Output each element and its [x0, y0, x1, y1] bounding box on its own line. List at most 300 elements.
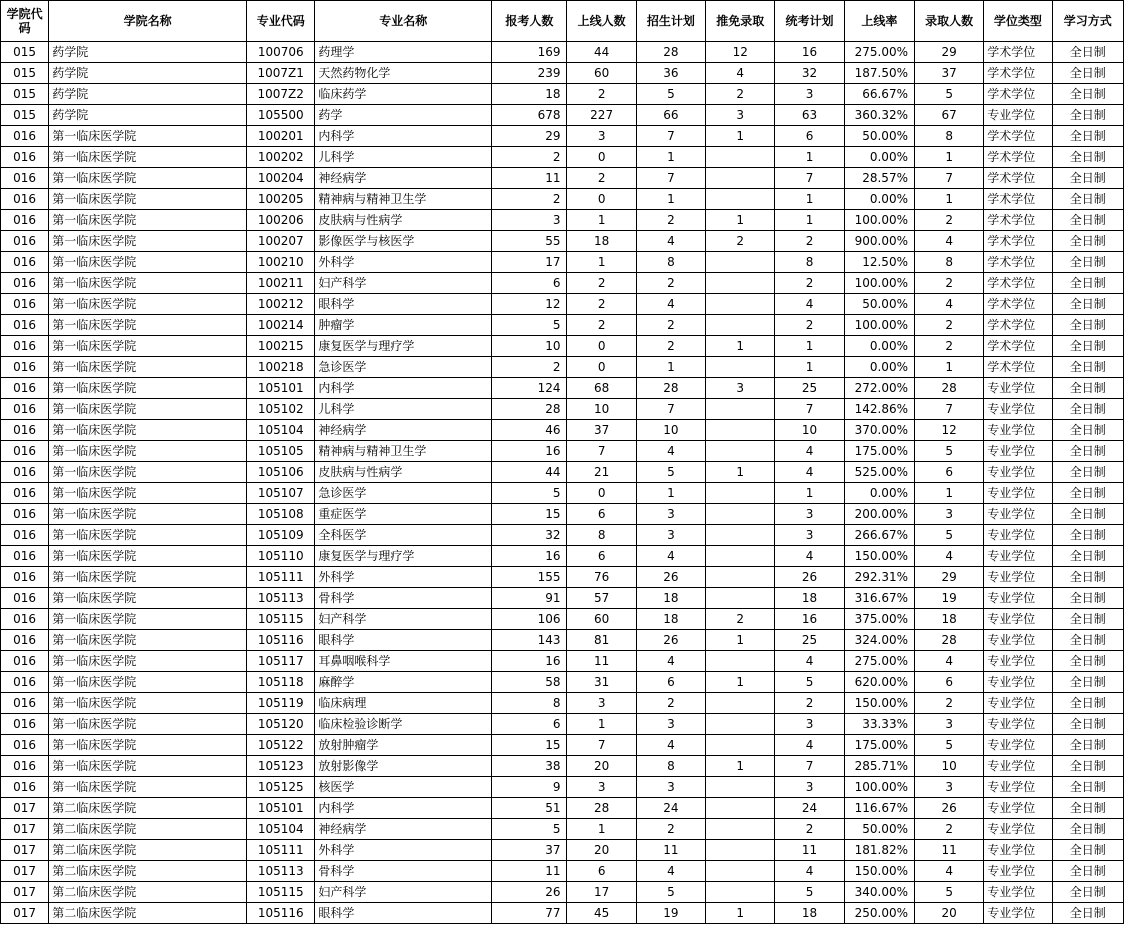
- header-exam-plan: 统考计划: [775, 1, 844, 42]
- cell-exam-plan: 3: [775, 777, 844, 798]
- cell-major-code: 105122: [247, 735, 315, 756]
- cell-school-name: 第一临床医学院: [49, 714, 247, 735]
- cell-passed: 3: [567, 693, 636, 714]
- header-school-code: 学院代码: [1, 1, 49, 42]
- cell-degree-type: 专业学位: [984, 378, 1052, 399]
- cell-study-mode: 全日制: [1052, 399, 1123, 420]
- cell-study-mode: 全日制: [1052, 231, 1123, 252]
- cell-study-mode: 全日制: [1052, 42, 1123, 63]
- cell-pass-rate: 370.00%: [844, 420, 914, 441]
- cell-admitted: 1: [914, 357, 983, 378]
- cell-applicants: 678: [492, 105, 567, 126]
- cell-exam-plan: 4: [775, 294, 844, 315]
- table-row: [1, 441, 1124, 462]
- cell-applicants: 44: [492, 462, 567, 483]
- cell-recommended-admission: 1: [706, 672, 775, 693]
- cell-applicants: 239: [492, 63, 567, 84]
- header-passed: 上线人数: [567, 1, 636, 42]
- cell-passed: 1: [567, 210, 636, 231]
- cell-enrollment-plan: 36: [636, 63, 705, 84]
- cell-applicants: 5: [492, 819, 567, 840]
- table-body: [1, 42, 1124, 924]
- cell-major-name: 神经病学: [315, 420, 492, 441]
- table-row: [1, 567, 1124, 588]
- cell-school-code: 016: [1, 399, 49, 420]
- cell-school-name: 第二临床医学院: [49, 861, 247, 882]
- cell-school-name: 第一临床医学院: [49, 420, 247, 441]
- cell-exam-plan: 2: [775, 693, 844, 714]
- cell-major-code: 100205: [247, 189, 315, 210]
- cell-major-name: 急诊医学: [315, 483, 492, 504]
- cell-exam-plan: 4: [775, 735, 844, 756]
- cell-major-code: 100204: [247, 168, 315, 189]
- cell-pass-rate: 250.00%: [844, 903, 914, 924]
- table-row: [1, 168, 1124, 189]
- table-row: [1, 672, 1124, 693]
- cell-passed: 3: [567, 126, 636, 147]
- cell-major-code: 105109: [247, 525, 315, 546]
- cell-applicants: 32: [492, 525, 567, 546]
- cell-degree-type: 学术学位: [984, 63, 1052, 84]
- cell-degree-type: 学术学位: [984, 273, 1052, 294]
- cell-passed: 0: [567, 336, 636, 357]
- cell-passed: 45: [567, 903, 636, 924]
- cell-exam-plan: 26: [775, 567, 844, 588]
- cell-admitted: 6: [914, 672, 983, 693]
- cell-study-mode: 全日制: [1052, 357, 1123, 378]
- cell-passed: 2: [567, 294, 636, 315]
- cell-admitted: 7: [914, 399, 983, 420]
- cell-major-name: 影像医学与核医学: [315, 231, 492, 252]
- cell-major-code: 105113: [247, 861, 315, 882]
- cell-pass-rate: 316.67%: [844, 588, 914, 609]
- cell-enrollment-plan: 2: [636, 210, 705, 231]
- cell-enrollment-plan: 8: [636, 252, 705, 273]
- cell-school-code: 016: [1, 252, 49, 273]
- cell-major-name: 妇产科学: [315, 609, 492, 630]
- cell-passed: 6: [567, 504, 636, 525]
- cell-school-name: 第二临床医学院: [49, 882, 247, 903]
- table-row: [1, 399, 1124, 420]
- cell-passed: 20: [567, 756, 636, 777]
- cell-recommended-admission: [706, 777, 775, 798]
- cell-major-name: 眼科学: [315, 630, 492, 651]
- cell-pass-rate: 0.00%: [844, 336, 914, 357]
- cell-major-code: 105105: [247, 441, 315, 462]
- cell-school-code: 016: [1, 147, 49, 168]
- cell-applicants: 46: [492, 420, 567, 441]
- cell-degree-type: 专业学位: [984, 735, 1052, 756]
- cell-degree-type: 学术学位: [984, 231, 1052, 252]
- cell-school-code: 017: [1, 882, 49, 903]
- cell-study-mode: 全日制: [1052, 840, 1123, 861]
- cell-applicants: 5: [492, 483, 567, 504]
- cell-applicants: 15: [492, 504, 567, 525]
- cell-degree-type: 学术学位: [984, 336, 1052, 357]
- cell-exam-plan: 8: [775, 252, 844, 273]
- cell-degree-type: 专业学位: [984, 798, 1052, 819]
- cell-passed: 60: [567, 609, 636, 630]
- cell-major-name: 骨科学: [315, 861, 492, 882]
- cell-passed: 2: [567, 168, 636, 189]
- cell-major-code: 105117: [247, 651, 315, 672]
- cell-admitted: 6: [914, 462, 983, 483]
- cell-admitted: 4: [914, 651, 983, 672]
- cell-pass-rate: 100.00%: [844, 273, 914, 294]
- cell-major-name: 天然药物化学: [315, 63, 492, 84]
- table-row: [1, 819, 1124, 840]
- cell-recommended-admission: [706, 861, 775, 882]
- table-row: [1, 189, 1124, 210]
- cell-school-code: 016: [1, 630, 49, 651]
- cell-major-code: 105104: [247, 420, 315, 441]
- cell-applicants: 51: [492, 798, 567, 819]
- cell-passed: 17: [567, 882, 636, 903]
- cell-exam-plan: 4: [775, 462, 844, 483]
- cell-major-code: 1007Z1: [247, 63, 315, 84]
- cell-study-mode: 全日制: [1052, 441, 1123, 462]
- cell-passed: 21: [567, 462, 636, 483]
- cell-applicants: 17: [492, 252, 567, 273]
- cell-recommended-admission: [706, 399, 775, 420]
- cell-school-name: 第一临床医学院: [49, 315, 247, 336]
- cell-exam-plan: 7: [775, 756, 844, 777]
- cell-major-code: 105108: [247, 504, 315, 525]
- cell-enrollment-plan: 4: [636, 294, 705, 315]
- cell-recommended-admission: 2: [706, 231, 775, 252]
- cell-major-name: 重症医学: [315, 504, 492, 525]
- cell-enrollment-plan: 5: [636, 84, 705, 105]
- cell-school-name: 第一临床医学院: [49, 441, 247, 462]
- cell-admitted: 2: [914, 819, 983, 840]
- cell-major-code: 100215: [247, 336, 315, 357]
- table-row: [1, 483, 1124, 504]
- cell-passed: 0: [567, 483, 636, 504]
- cell-applicants: 106: [492, 609, 567, 630]
- cell-applicants: 15: [492, 735, 567, 756]
- cell-school-code: 016: [1, 609, 49, 630]
- cell-applicants: 6: [492, 273, 567, 294]
- cell-major-code: 105110: [247, 546, 315, 567]
- table-row: [1, 252, 1124, 273]
- cell-exam-plan: 4: [775, 651, 844, 672]
- cell-recommended-admission: 1: [706, 126, 775, 147]
- header-applicants: 报考人数: [492, 1, 567, 42]
- cell-school-name: 第一临床医学院: [49, 693, 247, 714]
- cell-exam-plan: 11: [775, 840, 844, 861]
- cell-major-code: 100212: [247, 294, 315, 315]
- cell-admitted: 29: [914, 567, 983, 588]
- cell-enrollment-plan: 7: [636, 399, 705, 420]
- cell-school-code: 016: [1, 546, 49, 567]
- cell-school-code: 017: [1, 903, 49, 924]
- cell-major-code: 105107: [247, 483, 315, 504]
- cell-recommended-admission: 12: [706, 42, 775, 63]
- cell-recommended-admission: [706, 252, 775, 273]
- cell-exam-plan: 4: [775, 441, 844, 462]
- cell-applicants: 5: [492, 315, 567, 336]
- cell-school-name: 第一临床医学院: [49, 147, 247, 168]
- cell-major-name: 临床病理: [315, 693, 492, 714]
- cell-recommended-admission: 1: [706, 462, 775, 483]
- cell-exam-plan: 18: [775, 588, 844, 609]
- cell-major-name: 外科学: [315, 252, 492, 273]
- cell-pass-rate: 150.00%: [844, 546, 914, 567]
- cell-applicants: 16: [492, 651, 567, 672]
- cell-pass-rate: 525.00%: [844, 462, 914, 483]
- cell-degree-type: 专业学位: [984, 105, 1052, 126]
- cell-degree-type: 专业学位: [984, 441, 1052, 462]
- cell-applicants: 26: [492, 882, 567, 903]
- cell-enrollment-plan: 26: [636, 567, 705, 588]
- cell-enrollment-plan: 11: [636, 840, 705, 861]
- cell-exam-plan: 3: [775, 714, 844, 735]
- cell-degree-type: 专业学位: [984, 714, 1052, 735]
- cell-recommended-admission: 1: [706, 903, 775, 924]
- cell-degree-type: 专业学位: [984, 483, 1052, 504]
- cell-school-name: 药学院: [49, 105, 247, 126]
- header-major-name: 专业名称: [315, 1, 492, 42]
- cell-degree-type: 专业学位: [984, 504, 1052, 525]
- cell-major-code: 100207: [247, 231, 315, 252]
- cell-passed: 28: [567, 798, 636, 819]
- cell-enrollment-plan: 3: [636, 525, 705, 546]
- cell-exam-plan: 32: [775, 63, 844, 84]
- cell-study-mode: 全日制: [1052, 126, 1123, 147]
- cell-school-name: 第一临床医学院: [49, 588, 247, 609]
- cell-admitted: 2: [914, 273, 983, 294]
- cell-admitted: 3: [914, 504, 983, 525]
- cell-degree-type: 学术学位: [984, 126, 1052, 147]
- cell-recommended-admission: [706, 693, 775, 714]
- cell-exam-plan: 5: [775, 882, 844, 903]
- cell-admitted: 5: [914, 84, 983, 105]
- cell-degree-type: 专业学位: [984, 588, 1052, 609]
- cell-school-code: 016: [1, 441, 49, 462]
- cell-exam-plan: 5: [775, 672, 844, 693]
- cell-exam-plan: 2: [775, 231, 844, 252]
- cell-recommended-admission: [706, 651, 775, 672]
- cell-recommended-admission: [706, 798, 775, 819]
- cell-degree-type: 专业学位: [984, 630, 1052, 651]
- cell-recommended-admission: [706, 168, 775, 189]
- cell-enrollment-plan: 3: [636, 714, 705, 735]
- cell-admitted: 4: [914, 294, 983, 315]
- cell-passed: 8: [567, 525, 636, 546]
- cell-school-name: 第一临床医学院: [49, 546, 247, 567]
- cell-major-code: 100706: [247, 42, 315, 63]
- cell-school-code: 016: [1, 210, 49, 231]
- cell-admitted: 1: [914, 189, 983, 210]
- cell-major-code: 100202: [247, 147, 315, 168]
- cell-exam-plan: 3: [775, 504, 844, 525]
- cell-passed: 2: [567, 273, 636, 294]
- cell-study-mode: 全日制: [1052, 315, 1123, 336]
- cell-study-mode: 全日制: [1052, 819, 1123, 840]
- cell-major-code: 105120: [247, 714, 315, 735]
- table-row: [1, 63, 1124, 84]
- cell-study-mode: 全日制: [1052, 63, 1123, 84]
- cell-pass-rate: 266.67%: [844, 525, 914, 546]
- cell-degree-type: 专业学位: [984, 420, 1052, 441]
- cell-major-code: 105125: [247, 777, 315, 798]
- cell-degree-type: 专业学位: [984, 651, 1052, 672]
- cell-recommended-admission: 4: [706, 63, 775, 84]
- cell-enrollment-plan: 28: [636, 378, 705, 399]
- cell-pass-rate: 0.00%: [844, 357, 914, 378]
- cell-exam-plan: 3: [775, 84, 844, 105]
- cell-school-code: 016: [1, 273, 49, 294]
- cell-major-code: 105111: [247, 840, 315, 861]
- cell-recommended-admission: [706, 567, 775, 588]
- cell-degree-type: 学术学位: [984, 315, 1052, 336]
- cell-applicants: 10: [492, 336, 567, 357]
- cell-study-mode: 全日制: [1052, 693, 1123, 714]
- cell-school-code: 015: [1, 63, 49, 84]
- cell-school-code: 016: [1, 756, 49, 777]
- cell-applicants: 91: [492, 588, 567, 609]
- table-row: [1, 462, 1124, 483]
- cell-pass-rate: 340.00%: [844, 882, 914, 903]
- cell-admitted: 20: [914, 903, 983, 924]
- cell-recommended-admission: [706, 588, 775, 609]
- cell-applicants: 2: [492, 147, 567, 168]
- cell-applicants: 124: [492, 378, 567, 399]
- cell-major-name: 急诊医学: [315, 357, 492, 378]
- cell-major-name: 临床药学: [315, 84, 492, 105]
- cell-admitted: 5: [914, 882, 983, 903]
- cell-enrollment-plan: 5: [636, 882, 705, 903]
- cell-recommended-admission: [706, 882, 775, 903]
- cell-exam-plan: 25: [775, 378, 844, 399]
- cell-passed: 11: [567, 651, 636, 672]
- cell-major-name: 康复医学与理疗学: [315, 546, 492, 567]
- cell-admitted: 5: [914, 525, 983, 546]
- cell-study-mode: 全日制: [1052, 336, 1123, 357]
- cell-school-code: 016: [1, 315, 49, 336]
- cell-major-name: 神经病学: [315, 819, 492, 840]
- cell-recommended-admission: 3: [706, 378, 775, 399]
- cell-exam-plan: 16: [775, 42, 844, 63]
- cell-school-name: 第二临床医学院: [49, 798, 247, 819]
- cell-major-code: 105101: [247, 378, 315, 399]
- cell-pass-rate: 272.00%: [844, 378, 914, 399]
- cell-school-code: 016: [1, 735, 49, 756]
- cell-enrollment-plan: 19: [636, 903, 705, 924]
- cell-study-mode: 全日制: [1052, 651, 1123, 672]
- cell-recommended-admission: 1: [706, 210, 775, 231]
- cell-degree-type: 学术学位: [984, 84, 1052, 105]
- cell-pass-rate: 324.00%: [844, 630, 914, 651]
- cell-degree-type: 学术学位: [984, 294, 1052, 315]
- cell-study-mode: 全日制: [1052, 147, 1123, 168]
- header-admitted: 录取人数: [914, 1, 983, 42]
- cell-major-name: 肿瘤学: [315, 315, 492, 336]
- cell-study-mode: 全日制: [1052, 168, 1123, 189]
- cell-study-mode: 全日制: [1052, 777, 1123, 798]
- cell-school-code: 015: [1, 84, 49, 105]
- cell-exam-plan: 1: [775, 147, 844, 168]
- cell-degree-type: 专业学位: [984, 861, 1052, 882]
- cell-passed: 1: [567, 252, 636, 273]
- cell-degree-type: 专业学位: [984, 567, 1052, 588]
- cell-pass-rate: 100.00%: [844, 777, 914, 798]
- cell-degree-type: 专业学位: [984, 777, 1052, 798]
- cell-pass-rate: 187.50%: [844, 63, 914, 84]
- cell-degree-type: 专业学位: [984, 693, 1052, 714]
- cell-enrollment-plan: 5: [636, 462, 705, 483]
- cell-pass-rate: 0.00%: [844, 189, 914, 210]
- cell-admitted: 8: [914, 126, 983, 147]
- cell-major-name: 皮肤病与性病学: [315, 462, 492, 483]
- cell-school-code: 016: [1, 168, 49, 189]
- cell-school-code: 016: [1, 294, 49, 315]
- cell-enrollment-plan: 3: [636, 504, 705, 525]
- cell-recommended-admission: [706, 315, 775, 336]
- cell-study-mode: 全日制: [1052, 714, 1123, 735]
- cell-major-name: 儿科学: [315, 147, 492, 168]
- cell-admitted: 2: [914, 315, 983, 336]
- cell-admitted: 4: [914, 546, 983, 567]
- cell-exam-plan: 4: [775, 861, 844, 882]
- table-row: [1, 420, 1124, 441]
- cell-pass-rate: 66.67%: [844, 84, 914, 105]
- cell-pass-rate: 100.00%: [844, 210, 914, 231]
- cell-major-name: 内科学: [315, 378, 492, 399]
- cell-passed: 7: [567, 441, 636, 462]
- cell-school-name: 第二临床医学院: [49, 903, 247, 924]
- cell-admitted: 67: [914, 105, 983, 126]
- cell-recommended-admission: 2: [706, 609, 775, 630]
- cell-school-name: 第一临床医学院: [49, 294, 247, 315]
- cell-passed: 0: [567, 357, 636, 378]
- cell-school-code: 015: [1, 42, 49, 63]
- cell-study-mode: 全日制: [1052, 903, 1123, 924]
- table-row: [1, 147, 1124, 168]
- cell-applicants: 11: [492, 168, 567, 189]
- cell-passed: 6: [567, 546, 636, 567]
- cell-degree-type: 学术学位: [984, 189, 1052, 210]
- cell-school-code: 017: [1, 798, 49, 819]
- cell-school-name: 第一临床医学院: [49, 630, 247, 651]
- cell-pass-rate: 100.00%: [844, 315, 914, 336]
- cell-degree-type: 专业学位: [984, 399, 1052, 420]
- cell-enrollment-plan: 4: [636, 441, 705, 462]
- cell-passed: 60: [567, 63, 636, 84]
- cell-enrollment-plan: 2: [636, 336, 705, 357]
- cell-major-name: 皮肤病与性病学: [315, 210, 492, 231]
- cell-exam-plan: 18: [775, 903, 844, 924]
- header-row: [1, 1, 1124, 42]
- cell-recommended-admission: [706, 546, 775, 567]
- cell-admitted: 2: [914, 336, 983, 357]
- cell-school-code: 016: [1, 693, 49, 714]
- cell-passed: 37: [567, 420, 636, 441]
- cell-exam-plan: 2: [775, 273, 844, 294]
- header-enrollment-plan: 招生计划: [636, 1, 705, 42]
- cell-study-mode: 全日制: [1052, 189, 1123, 210]
- cell-pass-rate: 150.00%: [844, 861, 914, 882]
- cell-applicants: 12: [492, 294, 567, 315]
- cell-study-mode: 全日制: [1052, 672, 1123, 693]
- cell-study-mode: 全日制: [1052, 546, 1123, 567]
- cell-major-name: 内科学: [315, 798, 492, 819]
- cell-passed: 20: [567, 840, 636, 861]
- cell-enrollment-plan: 66: [636, 105, 705, 126]
- cell-degree-type: 专业学位: [984, 462, 1052, 483]
- table-row: [1, 525, 1124, 546]
- cell-study-mode: 全日制: [1052, 525, 1123, 546]
